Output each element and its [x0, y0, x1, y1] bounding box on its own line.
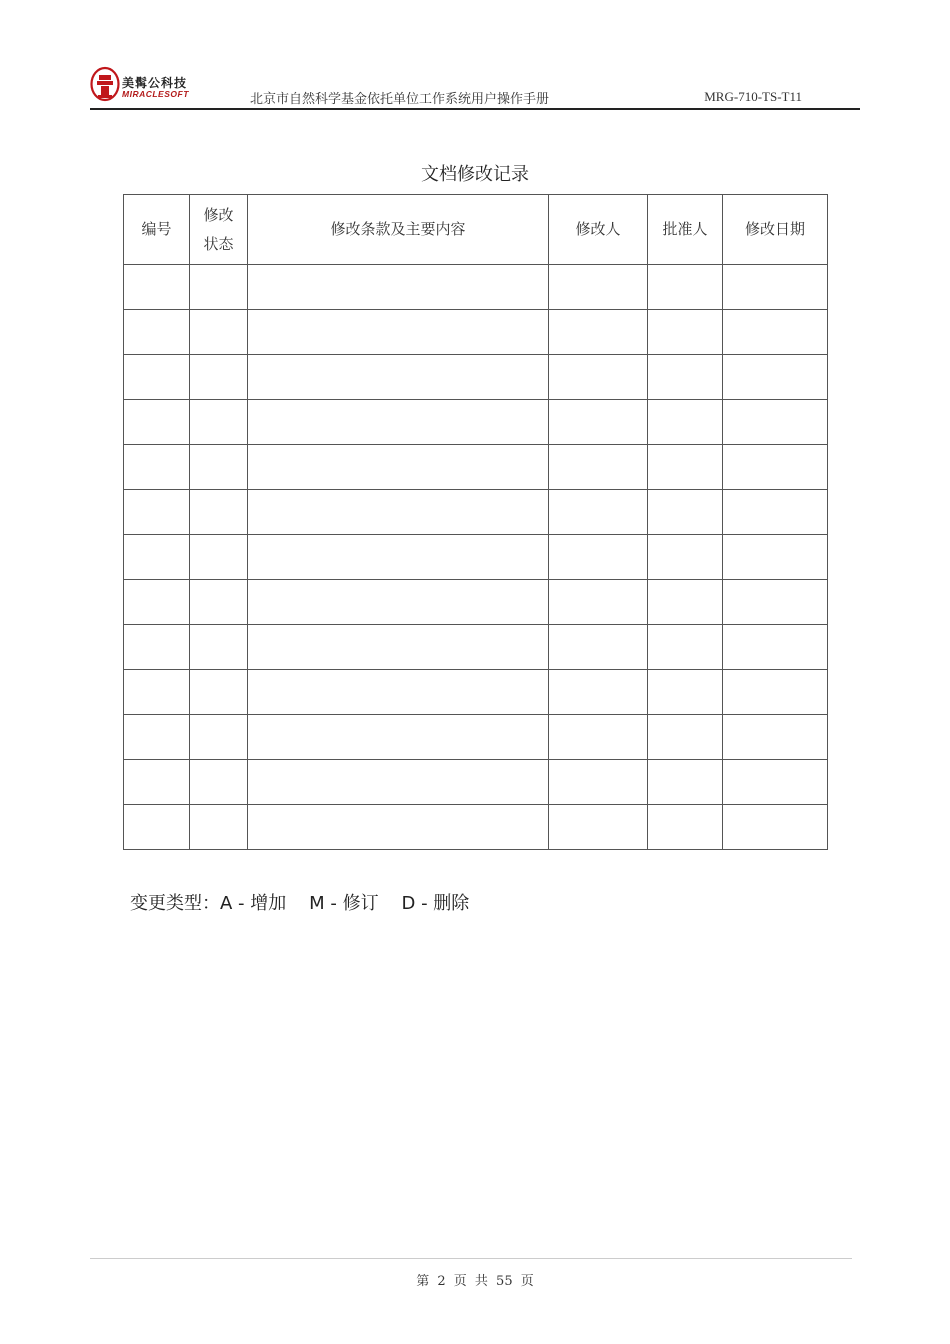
table-cell	[248, 400, 549, 445]
table-cell	[248, 265, 549, 310]
table-cell	[124, 805, 190, 850]
table-row	[124, 355, 828, 400]
table-row	[124, 760, 828, 805]
table-cell	[248, 580, 549, 625]
revision-table	[123, 194, 828, 850]
table-cell	[124, 445, 190, 490]
table-cell	[248, 715, 549, 760]
column-header-approver: 批准人	[648, 195, 723, 265]
table-cell	[190, 580, 248, 625]
column-header-status	[190, 195, 248, 265]
table-cell	[648, 355, 723, 400]
table-cell	[648, 625, 723, 670]
table-cell	[723, 670, 828, 715]
table-cell	[648, 805, 723, 850]
table-cell	[190, 625, 248, 670]
table-cell	[190, 355, 248, 400]
table-cell	[190, 670, 248, 715]
column-header-date: 修改日期	[723, 195, 828, 265]
table-cell	[549, 490, 648, 535]
change-type-legend: 变更类型：A - 增加 M - 修订 D - 删除	[130, 893, 470, 914]
table-cell	[190, 310, 248, 355]
table-cell	[648, 265, 723, 310]
table-cell	[549, 670, 648, 715]
table-row	[124, 490, 828, 535]
column-header-content: 修改条款及主要内容	[248, 195, 549, 265]
table-row	[124, 805, 828, 850]
table-cell	[549, 355, 648, 400]
table-cell	[549, 535, 648, 580]
table-cell	[190, 805, 248, 850]
table-cell	[190, 445, 248, 490]
table-row	[124, 715, 828, 760]
table-cell	[723, 445, 828, 490]
table-cell	[648, 310, 723, 355]
table-row	[124, 445, 828, 490]
table-cell	[190, 715, 248, 760]
table-cell	[549, 445, 648, 490]
document-code: MRG-710-TS-T11	[704, 89, 802, 104]
table-cell	[723, 760, 828, 805]
table-cell	[549, 760, 648, 805]
company-logo	[90, 66, 202, 104]
table-cell	[648, 670, 723, 715]
table-cell	[723, 310, 828, 355]
table-cell	[190, 490, 248, 535]
table-cell	[723, 535, 828, 580]
table-cell	[549, 805, 648, 850]
table-cell	[648, 445, 723, 490]
table-cell	[124, 490, 190, 535]
logo-emblem-icon	[90, 66, 120, 102]
table-cell	[124, 400, 190, 445]
page-number: 第 2 页 共 55 页	[416, 1274, 534, 1289]
table-cell	[549, 400, 648, 445]
table-cell	[648, 535, 723, 580]
table-row	[124, 400, 828, 445]
footer-divider	[90, 1258, 852, 1259]
table-cell	[124, 310, 190, 355]
logo-text-cn: 美髯公科技	[122, 76, 188, 90]
column-header-number: 编号	[124, 195, 190, 265]
table-cell	[124, 760, 190, 805]
table-cell	[190, 400, 248, 445]
table-cell	[248, 355, 549, 400]
table-row	[124, 310, 828, 355]
page-header	[90, 62, 860, 110]
table-cell	[723, 625, 828, 670]
table-cell	[648, 760, 723, 805]
table-cell	[723, 355, 828, 400]
table-cell	[723, 265, 828, 310]
table-cell	[190, 760, 248, 805]
table-cell	[248, 805, 549, 850]
table-cell	[124, 670, 190, 715]
column-header-status-label: 修改 状态	[203, 205, 234, 253]
table-row	[124, 625, 828, 670]
table-cell	[190, 535, 248, 580]
table-cell	[723, 580, 828, 625]
table-row	[124, 265, 828, 310]
table-header-row	[124, 195, 828, 265]
table-cell	[549, 625, 648, 670]
column-header-modifier: 修改人	[549, 195, 648, 265]
table-row	[124, 535, 828, 580]
header-title: 北京市自然科学基金依托单位工作系统用户操作手册	[250, 92, 550, 107]
table-cell	[723, 805, 828, 850]
table-cell	[549, 265, 648, 310]
table-cell	[124, 265, 190, 310]
table-cell	[190, 265, 248, 310]
table-cell	[248, 670, 549, 715]
table-cell	[248, 760, 549, 805]
table-cell	[248, 490, 549, 535]
table-cell	[124, 625, 190, 670]
table-cell	[124, 580, 190, 625]
table-cell	[549, 580, 648, 625]
revision-table-body	[124, 265, 828, 850]
table-cell	[648, 580, 723, 625]
table-cell	[648, 490, 723, 535]
table-cell	[648, 400, 723, 445]
table-cell	[248, 625, 549, 670]
logo-text-en: MIRACLESOFT	[122, 89, 189, 99]
table-cell	[723, 715, 828, 760]
table-cell	[248, 310, 549, 355]
table-cell	[549, 715, 648, 760]
table-row	[124, 580, 828, 625]
table-cell	[549, 310, 648, 355]
table-cell	[248, 535, 549, 580]
table-cell	[124, 355, 190, 400]
table-cell	[124, 715, 190, 760]
table-row	[124, 670, 828, 715]
table-cell	[248, 445, 549, 490]
page-title: 文档修改记录	[421, 164, 529, 185]
table-cell	[723, 400, 828, 445]
table-cell	[648, 715, 723, 760]
table-cell	[723, 490, 828, 535]
table-cell	[124, 535, 190, 580]
